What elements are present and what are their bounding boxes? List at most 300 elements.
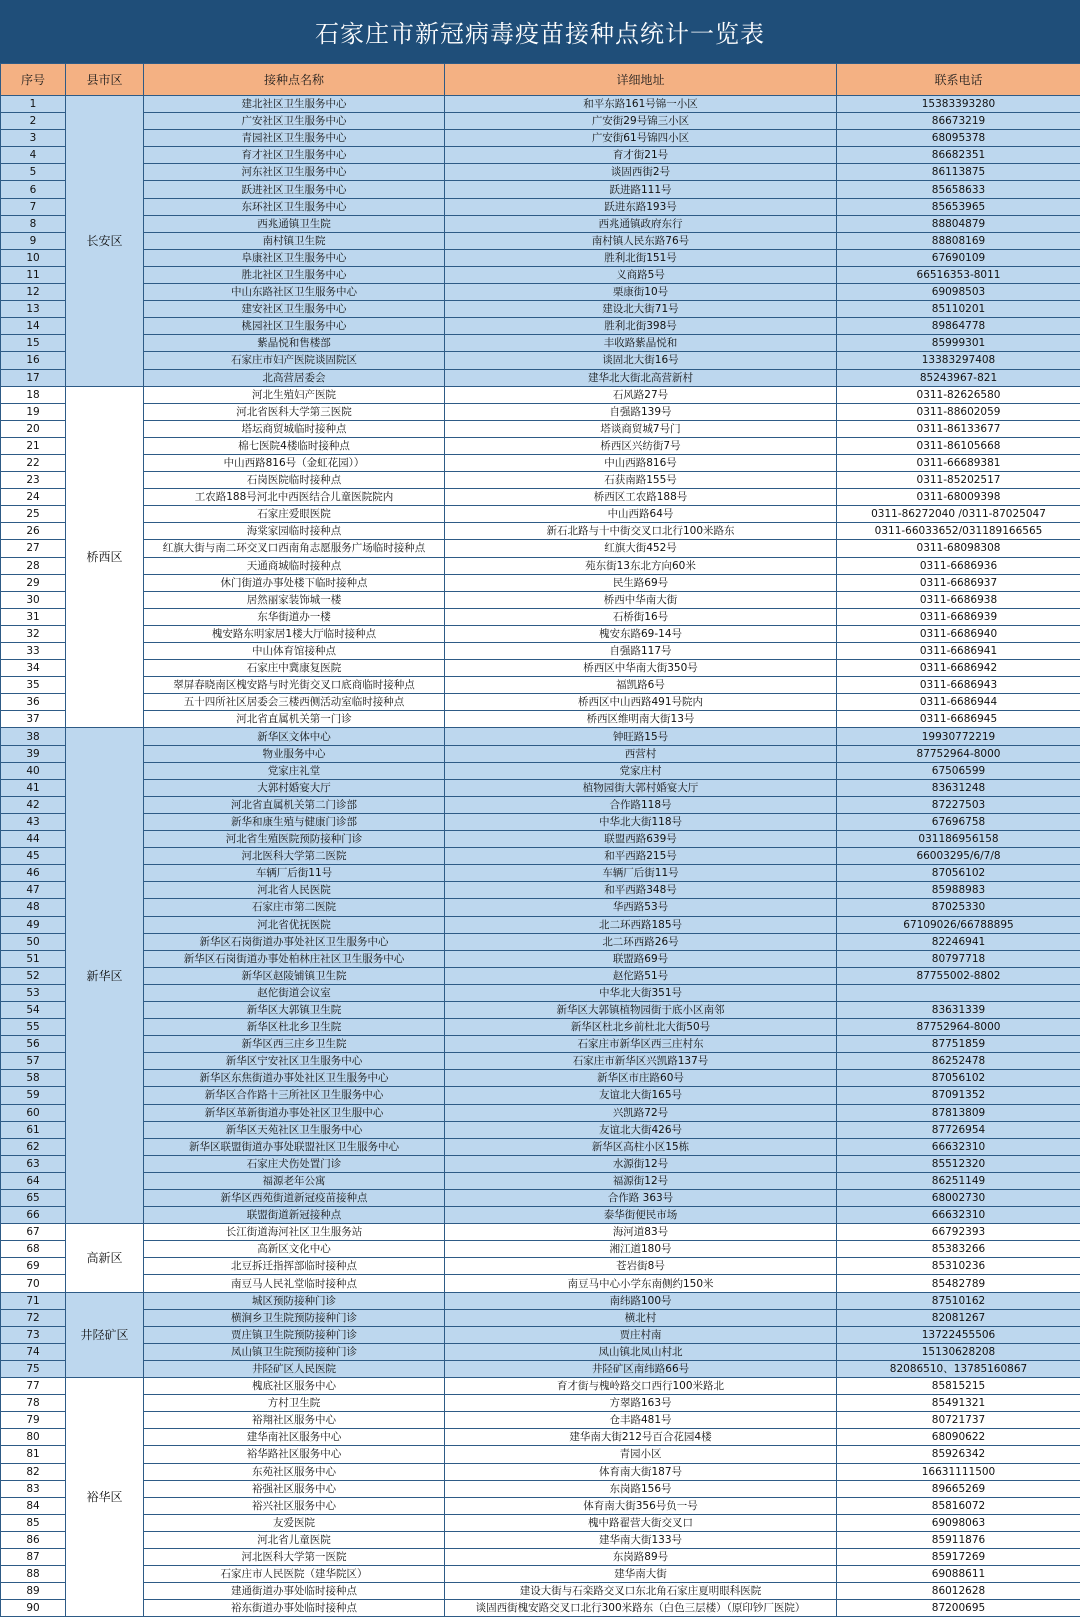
site-name-cell: 紫晶悦和售楼部 xyxy=(144,335,445,352)
address-cell: 育才街21号 xyxy=(445,147,837,164)
table-row xyxy=(1,608,1080,625)
phone-cell: 0311-86272040 /0311-87025047 xyxy=(837,506,1080,523)
table-row xyxy=(1,1190,1080,1207)
address-cell: 新华区高柱小区15栋 xyxy=(445,1138,837,1155)
seq-cell: 12 xyxy=(1,284,66,301)
seq-cell: 23 xyxy=(1,472,66,489)
table-row xyxy=(1,591,1080,608)
seq-cell: 54 xyxy=(1,1001,66,1018)
seq-cell: 40 xyxy=(1,762,66,779)
site-name-cell: 阜康社区卫生服务中心 xyxy=(144,249,445,266)
seq-cell: 33 xyxy=(1,643,66,660)
address-cell: 桥西中华南大街 xyxy=(445,591,837,608)
table-row xyxy=(1,1566,1080,1583)
table-row xyxy=(1,728,1080,745)
seq-cell: 42 xyxy=(1,796,66,813)
seq-cell: 71 xyxy=(1,1292,66,1309)
address-cell: 跃进路111号 xyxy=(445,181,837,198)
district-cell: 裕华区 xyxy=(66,1378,144,1617)
seq-cell: 17 xyxy=(1,369,66,386)
phone-cell: 16631111500 xyxy=(837,1463,1080,1480)
address-cell: 广安街29号锦三小区 xyxy=(445,113,837,130)
site-name-cell: 桃园社区卫生服务中心 xyxy=(144,318,445,335)
table-row xyxy=(1,865,1080,882)
phone-cell: 031186956158 xyxy=(837,831,1080,848)
address-cell: 友谊北大街426号 xyxy=(445,1121,837,1138)
seq-cell: 5 xyxy=(1,164,66,181)
site-name-cell: 新华区石岗街道办事处社区卫生服务中心 xyxy=(144,933,445,950)
seq-cell: 52 xyxy=(1,967,66,984)
seq-cell: 74 xyxy=(1,1343,66,1360)
seq-cell: 29 xyxy=(1,574,66,591)
table-row xyxy=(1,506,1080,523)
seq-cell: 47 xyxy=(1,882,66,899)
phone-cell: 85988983 xyxy=(837,882,1080,899)
phone-cell: 87025330 xyxy=(837,899,1080,916)
address-cell: 赵佗路51号 xyxy=(445,967,837,984)
table-row xyxy=(1,1241,1080,1258)
table-row xyxy=(1,454,1080,471)
address-cell: 华西路53号 xyxy=(445,899,837,916)
address-cell: 联盟西路639号 xyxy=(445,831,837,848)
site-name-cell: 槐安路东明家居1楼大厅临时接种点 xyxy=(144,625,445,642)
site-name-cell: 北高营居委会 xyxy=(144,369,445,386)
address-cell: 湘江道180号 xyxy=(445,1241,837,1258)
site-name-cell: 裕华路社区服务中心 xyxy=(144,1446,445,1463)
site-name-cell: 河北医科大学第一医院 xyxy=(144,1548,445,1565)
table-row xyxy=(1,420,1080,437)
seq-cell: 19 xyxy=(1,403,66,420)
seq-cell: 85 xyxy=(1,1514,66,1531)
phone-cell: 0311-85202517 xyxy=(837,472,1080,489)
seq-cell: 59 xyxy=(1,1087,66,1104)
seq-cell: 87 xyxy=(1,1548,66,1565)
seq-cell: 62 xyxy=(1,1138,66,1155)
phone-cell: 0311-68098308 xyxy=(837,540,1080,557)
site-name-cell: 大郭村婚宴大厅 xyxy=(144,779,445,796)
site-name-cell: 石岗医院临时接种点 xyxy=(144,472,445,489)
address-cell: 义商路5号 xyxy=(445,266,837,283)
phone-cell: 0311-6686937 xyxy=(837,574,1080,591)
seq-cell: 89 xyxy=(1,1583,66,1600)
table-row xyxy=(1,369,1080,386)
phone-cell: 67506599 xyxy=(837,762,1080,779)
phone-cell: 86113875 xyxy=(837,164,1080,181)
table-row xyxy=(1,1275,1080,1292)
seq-cell: 32 xyxy=(1,625,66,642)
phone-cell: 15130628208 xyxy=(837,1343,1080,1360)
table-row xyxy=(1,1070,1080,1087)
site-name-cell: 红旗大街与南二环交叉口西南角志愿服务广场临时接种点 xyxy=(144,540,445,557)
table-row xyxy=(1,1087,1080,1104)
seq-cell: 25 xyxy=(1,506,66,523)
seq-cell: 75 xyxy=(1,1360,66,1377)
seq-cell: 43 xyxy=(1,813,66,830)
table-row xyxy=(1,882,1080,899)
phone-cell: 68090622 xyxy=(837,1429,1080,1446)
table-row xyxy=(1,1497,1080,1514)
table-row xyxy=(1,1378,1080,1395)
header-district: 县市区 xyxy=(66,64,144,96)
seq-cell: 55 xyxy=(1,1019,66,1036)
address-cell: 中山西路64号 xyxy=(445,506,837,523)
seq-cell: 70 xyxy=(1,1275,66,1292)
address-cell: 水源街12号 xyxy=(445,1155,837,1172)
seq-cell: 6 xyxy=(1,181,66,198)
address-cell: 石家庄市新华区西三庄村东 xyxy=(445,1036,837,1053)
table-row xyxy=(1,660,1080,677)
seq-cell: 4 xyxy=(1,147,66,164)
site-name-cell: 河北省医科大学第三医院 xyxy=(144,403,445,420)
table-row xyxy=(1,472,1080,489)
seq-cell: 46 xyxy=(1,865,66,882)
address-cell: 党家庄村 xyxy=(445,762,837,779)
site-name-cell: 党家庄礼堂 xyxy=(144,762,445,779)
seq-cell: 7 xyxy=(1,198,66,215)
phone-cell: 0311-6686944 xyxy=(837,694,1080,711)
phone-cell: 86251149 xyxy=(837,1172,1080,1189)
address-cell: 仓丰路481号 xyxy=(445,1412,837,1429)
address-cell: 建华南大街133号 xyxy=(445,1531,837,1548)
phone-cell: 0311-88602059 xyxy=(837,403,1080,420)
site-name-cell: 育才社区卫生服务中心 xyxy=(144,147,445,164)
address-cell: 民生路69号 xyxy=(445,574,837,591)
phone-cell: 0311-6686940 xyxy=(837,625,1080,642)
address-cell: 桥西区兴纺街7号 xyxy=(445,437,837,454)
phone-cell: 67690109 xyxy=(837,249,1080,266)
table-row xyxy=(1,779,1080,796)
table-row xyxy=(1,916,1080,933)
address-cell: 谈固西街2号 xyxy=(445,164,837,181)
phone-cell: 85243967-821 xyxy=(837,369,1080,386)
address-cell: 建设北大街71号 xyxy=(445,301,837,318)
address-cell: 丰收路紫晶悦和 xyxy=(445,335,837,352)
address-cell: 植物园街大郭村婚宴大厅 xyxy=(445,779,837,796)
seq-cell: 36 xyxy=(1,694,66,711)
phone-cell: 69098503 xyxy=(837,284,1080,301)
table-row xyxy=(1,1224,1080,1241)
site-name-cell: 建华南社区服务中心 xyxy=(144,1429,445,1446)
address-cell: 桥西区中华南大街350号 xyxy=(445,660,837,677)
seq-cell: 65 xyxy=(1,1190,66,1207)
table-row xyxy=(1,523,1080,540)
table-row xyxy=(1,335,1080,352)
address-cell: 中华北大街351号 xyxy=(445,984,837,1001)
address-cell: 井陉矿区南纬路66号 xyxy=(445,1360,837,1377)
address-cell: 新华区市庄路60号 xyxy=(445,1070,837,1087)
table-row xyxy=(1,1309,1080,1326)
phone-cell: 88808169 xyxy=(837,232,1080,249)
phone-cell: 66632310 xyxy=(837,1138,1080,1155)
header-phone: 联系电话 xyxy=(837,64,1080,96)
address-cell: 红旗大街452号 xyxy=(445,540,837,557)
site-name-cell: 新华区文体中心 xyxy=(144,728,445,745)
address-cell: 体育南大街356号负一号 xyxy=(445,1497,837,1514)
phone-cell: 0311-6686939 xyxy=(837,608,1080,625)
table-row xyxy=(1,1104,1080,1121)
address-cell: 和平东路161号锦一小区 xyxy=(445,96,837,113)
site-name-cell: 新华区合作路十三所社区卫生服务中心 xyxy=(144,1087,445,1104)
site-name-cell: 南村镇卫生院 xyxy=(144,232,445,249)
phone-cell: 87752964-8000 xyxy=(837,745,1080,762)
site-name-cell: 胜北社区卫生服务中心 xyxy=(144,266,445,283)
seq-cell: 44 xyxy=(1,831,66,848)
table-row xyxy=(1,198,1080,215)
seq-cell: 79 xyxy=(1,1412,66,1429)
phone-cell: 13722455506 xyxy=(837,1326,1080,1343)
address-cell: 西营村 xyxy=(445,745,837,762)
address-cell: 新石北路与十中街交叉口北行100米路东 xyxy=(445,523,837,540)
site-name-cell: 河北省人民医院 xyxy=(144,882,445,899)
table-row xyxy=(1,232,1080,249)
phone-cell: 66516353-8011 xyxy=(837,266,1080,283)
site-name-cell: 新华区大郭镇卫生院 xyxy=(144,1001,445,1018)
address-cell: 石获南路155号 xyxy=(445,472,837,489)
site-name-cell: 石家庄中冀康复医院 xyxy=(144,660,445,677)
site-name-cell: 裕兴社区服务中心 xyxy=(144,1497,445,1514)
table-row xyxy=(1,96,1080,113)
address-cell: 青园小区 xyxy=(445,1446,837,1463)
site-name-cell: 裕翔社区服务中心 xyxy=(144,1412,445,1429)
site-name-cell: 石家庄市妇产医院谈固院区 xyxy=(144,352,445,369)
site-name-cell: 新华区赵陵铺镇卫生院 xyxy=(144,967,445,984)
site-name-cell: 中山东路社区卫生服务中心 xyxy=(144,284,445,301)
seq-cell: 41 xyxy=(1,779,66,796)
seq-cell: 37 xyxy=(1,711,66,728)
header-site: 接种点名称 xyxy=(144,64,445,96)
site-name-cell: 中山体育馆接种点 xyxy=(144,643,445,660)
phone-cell: 89864778 xyxy=(837,318,1080,335)
address-cell: 苑东街13东北方向60米 xyxy=(445,557,837,574)
site-name-cell: 工农路188号河北中西医结合儿童医院院内 xyxy=(144,489,445,506)
table-row xyxy=(1,1155,1080,1172)
seq-cell: 84 xyxy=(1,1497,66,1514)
site-name-cell: 新华区东焦街道办事处社区卫生服务中心 xyxy=(144,1070,445,1087)
phone-cell: 87752964-8000 xyxy=(837,1019,1080,1036)
phone-cell: 85816072 xyxy=(837,1497,1080,1514)
phone-cell: 85999301 xyxy=(837,335,1080,352)
address-cell: 栗康街10号 xyxy=(445,284,837,301)
phone-cell xyxy=(837,984,1080,1001)
phone-cell: 88804879 xyxy=(837,215,1080,232)
site-name-cell: 井陉矿区人民医院 xyxy=(144,1360,445,1377)
address-cell: 桥西区工农路188号 xyxy=(445,489,837,506)
phone-cell: 86252478 xyxy=(837,1053,1080,1070)
address-cell: 广安街61号锦四小区 xyxy=(445,130,837,147)
site-name-cell: 新华区西三庄乡卫生院 xyxy=(144,1036,445,1053)
seq-cell: 53 xyxy=(1,984,66,1001)
seq-cell: 38 xyxy=(1,728,66,745)
phone-cell: 67109026/66788895 xyxy=(837,916,1080,933)
phone-cell: 0311-68009398 xyxy=(837,489,1080,506)
seq-cell: 86 xyxy=(1,1531,66,1548)
phone-cell: 83631248 xyxy=(837,779,1080,796)
seq-cell: 27 xyxy=(1,540,66,557)
seq-cell: 9 xyxy=(1,232,66,249)
seq-cell: 13 xyxy=(1,301,66,318)
seq-cell: 8 xyxy=(1,215,66,232)
address-cell: 新华区杜北乡前杜北大街50号 xyxy=(445,1019,837,1036)
seq-cell: 58 xyxy=(1,1070,66,1087)
site-name-cell: 横涧乡卫生院预防接种门诊 xyxy=(144,1309,445,1326)
address-cell: 福源街12号 xyxy=(445,1172,837,1189)
table-row xyxy=(1,762,1080,779)
table-row xyxy=(1,1446,1080,1463)
address-cell: 槐中路翟营大街交叉口 xyxy=(445,1514,837,1531)
site-name-cell: 福源老年公寓 xyxy=(144,1172,445,1189)
phone-cell: 68095378 xyxy=(837,130,1080,147)
phone-cell: 85926342 xyxy=(837,1446,1080,1463)
seq-cell: 22 xyxy=(1,454,66,471)
address-cell: 石风路27号 xyxy=(445,386,837,403)
phone-cell: 85482789 xyxy=(837,1275,1080,1292)
phone-cell: 87200695 xyxy=(837,1600,1080,1617)
seq-cell: 30 xyxy=(1,591,66,608)
header-address: 详细地址 xyxy=(445,64,837,96)
table-row xyxy=(1,1019,1080,1036)
phone-cell: 87091352 xyxy=(837,1087,1080,1104)
phone-cell: 69098063 xyxy=(837,1514,1080,1531)
site-name-cell: 建北社区卫生服务中心 xyxy=(144,96,445,113)
phone-cell: 67696758 xyxy=(837,813,1080,830)
phone-cell: 85658633 xyxy=(837,181,1080,198)
site-name-cell: 石家庄市第二医院 xyxy=(144,899,445,916)
site-name-cell: 建通街道办事处临时接种点 xyxy=(144,1583,445,1600)
seq-cell: 28 xyxy=(1,557,66,574)
phone-cell: 82081267 xyxy=(837,1309,1080,1326)
address-cell: 车辆厂后街11号 xyxy=(445,865,837,882)
phone-cell: 87751859 xyxy=(837,1036,1080,1053)
site-name-cell: 石家庄市人民医院（建华院区） xyxy=(144,1566,445,1583)
district-cell: 桥西区 xyxy=(66,386,144,728)
site-name-cell: 中山西路816号（金虹花园）） xyxy=(144,454,445,471)
phone-cell: 0311-6686943 xyxy=(837,677,1080,694)
address-cell: 体育南大街187号 xyxy=(445,1463,837,1480)
address-cell: 育才街与槐岭路交口西行100米路北 xyxy=(445,1378,837,1395)
seq-cell: 63 xyxy=(1,1155,66,1172)
seq-cell: 57 xyxy=(1,1053,66,1070)
seq-cell: 21 xyxy=(1,437,66,454)
table-row xyxy=(1,625,1080,642)
address-cell: 横北村 xyxy=(445,1309,837,1326)
site-name-cell: 棉七医院4楼临时接种点 xyxy=(144,437,445,454)
address-cell: 北二环西路185号 xyxy=(445,916,837,933)
address-cell: 谈固北大街16号 xyxy=(445,352,837,369)
site-name-cell: 河北省儿童医院 xyxy=(144,1531,445,1548)
site-name-cell: 翠屏春晓南区槐安路与时光街交叉口底商临时接种点 xyxy=(144,677,445,694)
site-name-cell: 友爱医院 xyxy=(144,1514,445,1531)
seq-cell: 61 xyxy=(1,1121,66,1138)
phone-cell: 85491321 xyxy=(837,1395,1080,1412)
table-row xyxy=(1,574,1080,591)
address-cell: 建华南大街212号百合花园4楼 xyxy=(445,1429,837,1446)
seq-cell: 14 xyxy=(1,318,66,335)
address-cell: 石家庄市新华区兴凯路137号 xyxy=(445,1053,837,1070)
phone-cell: 87056102 xyxy=(837,865,1080,882)
site-name-cell: 新华区联盟街道办事处联盟社区卫生服务中心 xyxy=(144,1138,445,1155)
site-name-cell: 新华和康生殖与健康门诊部 xyxy=(144,813,445,830)
table-row xyxy=(1,1138,1080,1155)
seq-cell: 60 xyxy=(1,1104,66,1121)
site-name-cell: 裕东街道办事处临时接种点 xyxy=(144,1600,445,1617)
seq-cell: 78 xyxy=(1,1395,66,1412)
seq-cell: 67 xyxy=(1,1224,66,1241)
address-cell: 塔谈商贸城7号门 xyxy=(445,420,837,437)
phone-cell: 0311-6686942 xyxy=(837,660,1080,677)
site-name-cell: 凤山镇卫生院预防接种门诊 xyxy=(144,1343,445,1360)
address-cell: 北二环西路26号 xyxy=(445,933,837,950)
site-name-cell: 居然丽家装饰城一楼 xyxy=(144,591,445,608)
table-row xyxy=(1,215,1080,232)
phone-cell: 66792393 xyxy=(837,1224,1080,1241)
address-cell: 兴凯路72号 xyxy=(445,1104,837,1121)
site-name-cell: 城区预防接种门诊 xyxy=(144,1292,445,1309)
phone-cell: 85911876 xyxy=(837,1531,1080,1548)
phone-cell: 87813809 xyxy=(837,1104,1080,1121)
seq-cell: 24 xyxy=(1,489,66,506)
address-cell: 东岗路89号 xyxy=(445,1548,837,1565)
site-name-cell: 河北省直属机关第一门诊 xyxy=(144,711,445,728)
phone-cell: 89665269 xyxy=(837,1480,1080,1497)
site-name-cell: 河北生殖妇产医院 xyxy=(144,386,445,403)
table-row xyxy=(1,164,1080,181)
site-name-cell: 建安社区卫生服务中心 xyxy=(144,301,445,318)
table-header-row xyxy=(1,64,1080,96)
phone-cell: 0311-66033652/031189166565 xyxy=(837,523,1080,540)
seq-cell: 26 xyxy=(1,523,66,540)
seq-cell: 15 xyxy=(1,335,66,352)
site-name-cell: 长江街道海河社区卫生服务站 xyxy=(144,1224,445,1241)
address-cell: 西兆通镇政府东行 xyxy=(445,215,837,232)
site-name-cell: 河北省优抚医院 xyxy=(144,916,445,933)
table-row xyxy=(1,1600,1080,1617)
table-row xyxy=(1,318,1080,335)
table-row xyxy=(1,1548,1080,1565)
phone-cell: 86682351 xyxy=(837,147,1080,164)
phone-cell: 85815215 xyxy=(837,1378,1080,1395)
phone-cell: 85917269 xyxy=(837,1548,1080,1565)
table-row xyxy=(1,1429,1080,1446)
seq-cell: 3 xyxy=(1,130,66,147)
phone-cell: 86673219 xyxy=(837,113,1080,130)
phone-cell: 0311-6686945 xyxy=(837,711,1080,728)
table-row xyxy=(1,745,1080,762)
address-cell: 合作路 363号 xyxy=(445,1190,837,1207)
seq-cell: 2 xyxy=(1,113,66,130)
seq-cell: 1 xyxy=(1,96,66,113)
site-name-cell: 赵佗街道会议室 xyxy=(144,984,445,1001)
address-cell: 跃进东路193号 xyxy=(445,198,837,215)
phone-cell: 86012628 xyxy=(837,1583,1080,1600)
table-body xyxy=(1,96,1080,1617)
address-cell: 联盟路69号 xyxy=(445,950,837,967)
site-name-cell: 联盟街道新冠接种点 xyxy=(144,1207,445,1224)
phone-cell: 87726954 xyxy=(837,1121,1080,1138)
table-row xyxy=(1,1531,1080,1548)
seq-cell: 80 xyxy=(1,1429,66,1446)
seq-cell: 82 xyxy=(1,1463,66,1480)
table-row xyxy=(1,1583,1080,1600)
table-row xyxy=(1,796,1080,813)
site-name-cell: 五十四所社区居委会三楼西侧活动室临时接种点 xyxy=(144,694,445,711)
seq-cell: 34 xyxy=(1,660,66,677)
table-row xyxy=(1,1412,1080,1429)
table-row xyxy=(1,831,1080,848)
address-cell: 建设大街与石栾路交叉口东北角石家庄夏明眼科医院 xyxy=(445,1583,837,1600)
site-name-cell: 河北省生殖医院预防接种门诊 xyxy=(144,831,445,848)
table-row xyxy=(1,1343,1080,1360)
seq-cell: 77 xyxy=(1,1378,66,1395)
